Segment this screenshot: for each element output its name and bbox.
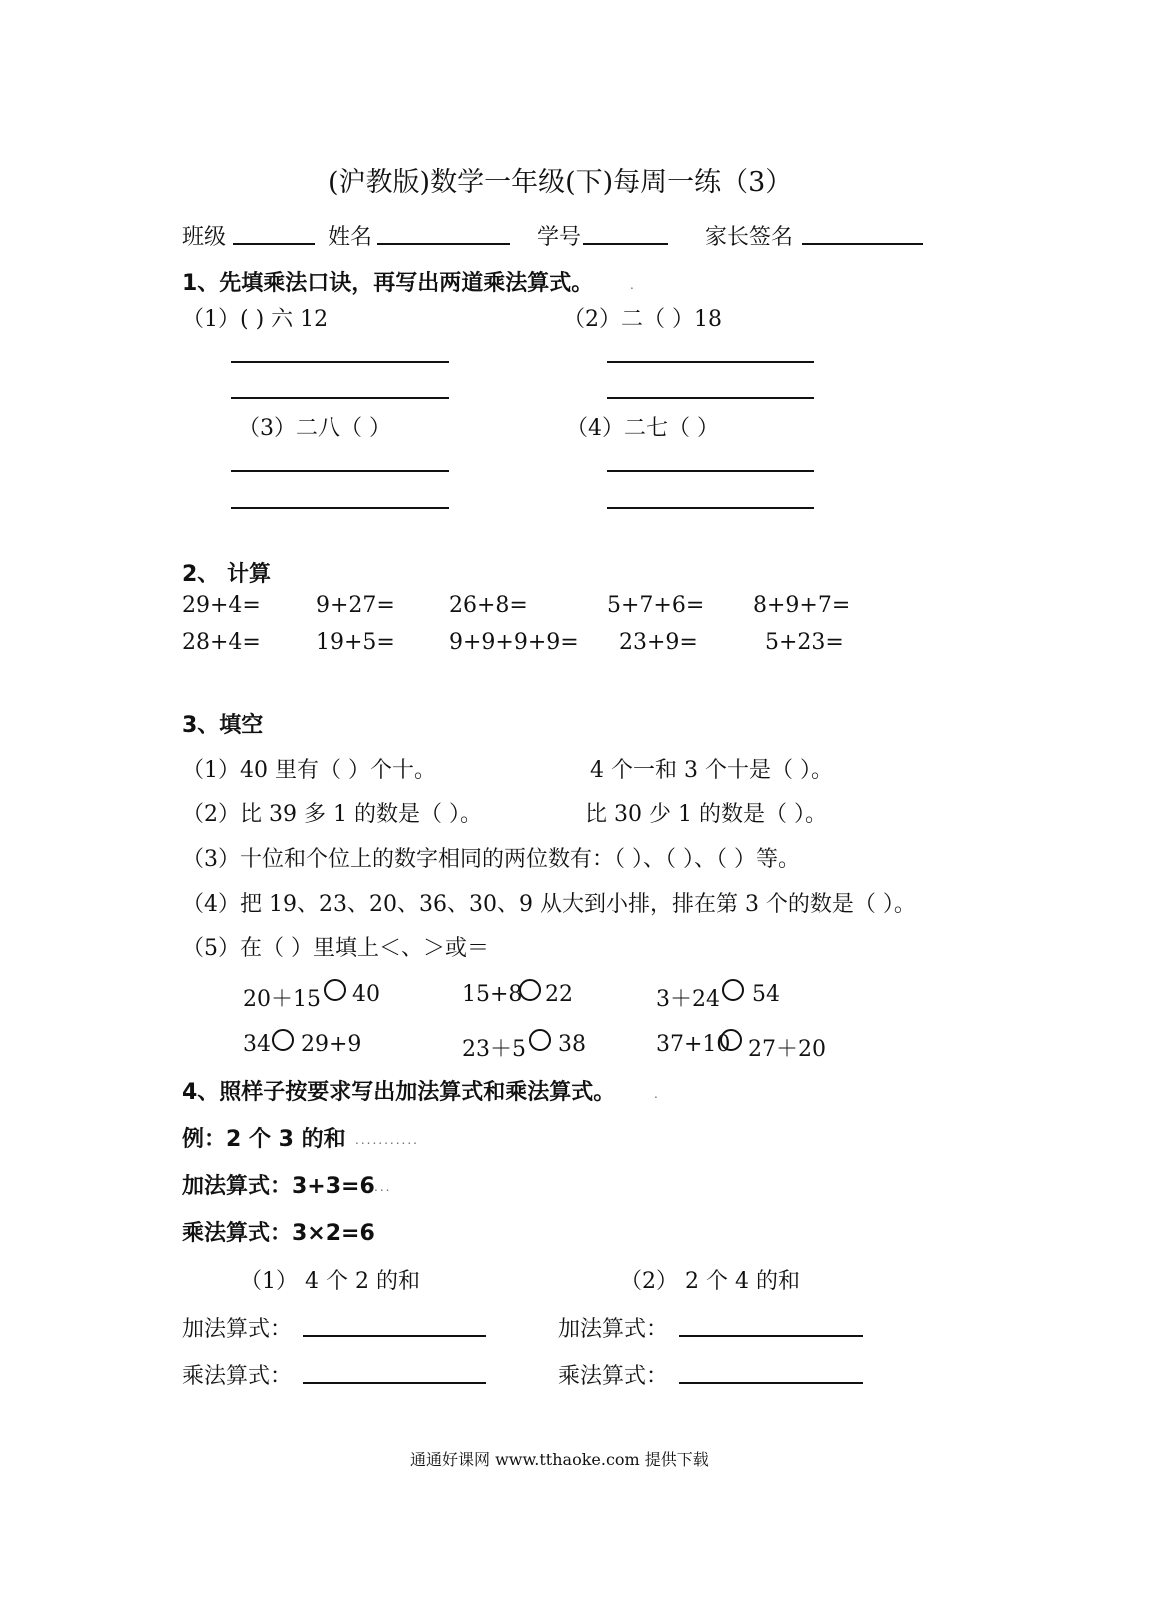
name-field[interactable] [377,243,510,245]
calc-item: 29+4= [182,593,261,618]
q2-heading: 2、 计算 [182,562,271,587]
number-label: 学号 [537,225,582,250]
q3-line-2a: （2）比 39 多 1 的数是（ ）。 [182,802,482,827]
q4-item-1: （1） 4 个 2 的和 [240,1269,420,1294]
compare-circle[interactable] [722,979,744,1001]
compare-right: 54 [752,982,780,1007]
answer-line[interactable] [607,361,814,363]
compare-right: 27＋20 [748,1037,826,1062]
compare-left: 37+10 [656,1032,731,1057]
q3-line-2b: 比 30 少 1 的数是（ ）。 [585,802,827,827]
q3-line-5: （5）在（ ）里填上＜、＞或＝ [182,936,489,961]
q3-heading: 3、填空 [182,713,264,738]
q1-heading: 1、先填乘法口诀，再写出两道乘法算式。 [182,271,594,296]
compare-circle[interactable] [324,979,346,1001]
q3-line-1b: 4 个一和 3 个十是（ ）。 [590,758,833,783]
dots-decoration: . [630,278,636,292]
q1-item-1: （1）( ) 六 12 [182,307,329,332]
calc-item: 28+4= [182,630,261,655]
name-label: 姓名 [328,225,373,250]
q1-item-4: （4）二七（ ） [566,416,719,441]
q4-add-example: 加法算式：3+3=6 [182,1174,375,1199]
add-formula-label: 加法算式： [182,1317,293,1342]
dots-decoration: ........... [355,1133,419,1147]
add-formula-field[interactable] [303,1335,486,1337]
compare-left: 34 [243,1032,271,1057]
q1-item-2: （2）二（ ）18 [563,307,722,332]
calc-item: 5+7+6= [607,593,705,618]
compare-left: 15+8 [462,982,523,1007]
answer-line[interactable] [231,397,449,399]
mul-formula-field[interactable] [679,1382,863,1384]
answer-line[interactable] [607,397,814,399]
answer-line[interactable] [231,470,449,472]
compare-circle[interactable] [720,1029,742,1051]
calc-item: 8+9+7= [753,593,851,618]
compare-left: 3＋24 [656,987,720,1012]
dots-decoration: ... [374,1180,392,1194]
q3-line-3: （3）十位和个位上的数字相同的两位数有：（ ）、（ ）、（ ）等。 [182,847,800,872]
compare-circle[interactable] [272,1029,294,1051]
add-formula-field[interactable] [679,1335,863,1337]
compare-right: 40 [352,982,380,1007]
parent-signature-field[interactable] [802,243,923,245]
q3-line-4: （4）把 19、23、20、36、30、9 从大到小排，排在第 3 个的数是（ ）。 [182,892,916,917]
calc-item: 9+9+9+9= [449,630,579,655]
class-label: 班级 [182,225,227,250]
mul-formula-field[interactable] [303,1382,486,1384]
calc-item: 9+27= [316,593,395,618]
q4-mul-example: 乘法算式：3×2=6 [182,1221,375,1246]
parent-signature-label: 家长签名 [705,225,794,250]
calc-item: 19+5= [316,630,395,655]
compare-circle[interactable] [519,979,541,1001]
answer-line[interactable] [607,507,814,509]
answer-line[interactable] [231,361,449,363]
calc-item: 26+8= [449,593,528,618]
answer-line[interactable] [231,507,449,509]
calc-item: 23+9= [619,630,698,655]
dots-decoration: . [654,1087,660,1101]
calc-item: 5+23= [765,630,844,655]
mul-formula-label: 乘法算式： [182,1364,293,1389]
add-formula-label: 加法算式： [558,1317,669,1342]
compare-right: 22 [545,982,573,1007]
q4-heading: 4、照样子按要求写出加法算式和乘法算式。 [182,1080,616,1105]
compare-right: 38 [558,1032,586,1057]
compare-left: 23＋5 [462,1037,526,1062]
compare-circle[interactable] [529,1029,551,1051]
number-field[interactable] [583,243,668,245]
page-title: (沪教版)数学一年级(下)每周一练（3） [328,167,793,198]
q4-item-2: （2） 2 个 4 的和 [620,1269,800,1294]
q3-line-1a: （1）40 里有（ ）个十。 [182,758,436,783]
mul-formula-label: 乘法算式： [558,1364,669,1389]
q1-item-3: （3）二八（ ） [238,416,391,441]
compare-right: 29+9 [301,1032,362,1057]
compare-left: 20＋15 [243,987,321,1012]
footer-credit: 通通好课网 www.tthaoke.com 提供下载 [410,1450,709,1469]
answer-line[interactable] [607,470,814,472]
class-field[interactable] [233,243,315,245]
q4-example: 例：2 个 3 的和 [182,1127,346,1152]
